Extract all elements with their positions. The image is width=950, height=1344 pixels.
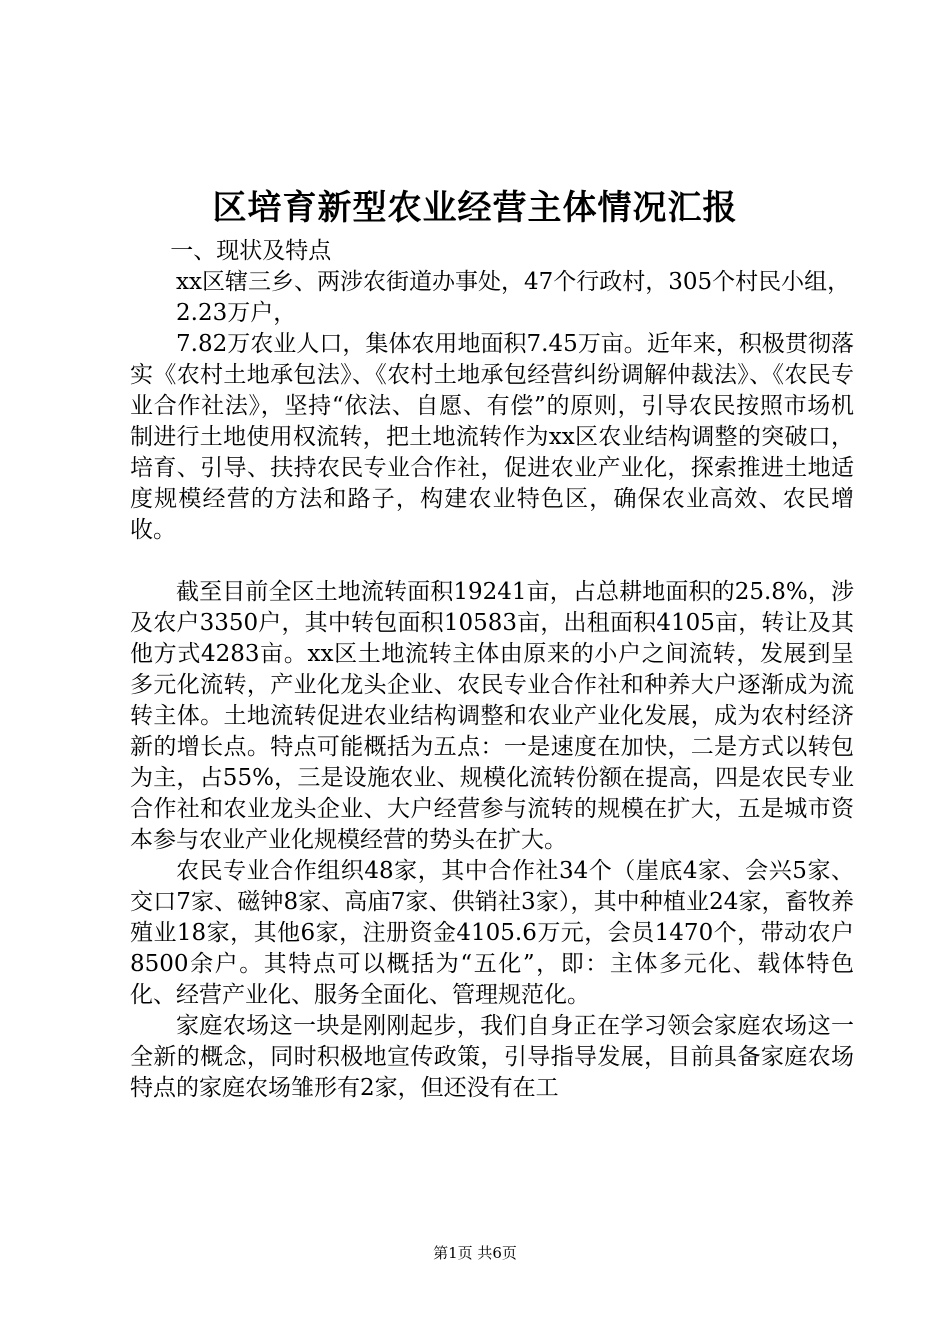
paragraph: xx区辖三乡、两涉农街道办事处，47个行政村，305个村民小组， [176,269,851,295]
paragraph: 7.82万农业人口，集体农用地面积7.45万亩。近年来，积极贯彻落实《农村土地承包法》、《农村土地承包经营纠纷调解仲裁法》、《农民专业合作社法》，坚持“依法、自愿、有偿”的原则，引导农民按照市场机制进行土地使用权流转，把土地流转作为xx区农业结构调整的突破口，培育、引导、扶持农民专业合作社，促进农业产业化，探索推进土地适度规模经营的方法和路子，构建农业特色区，确保农业高效、农民增收。 [130,331,854,543]
paragraph: 家庭农场这一块是刚刚起步，我们自身正在学习领会家庭农场这一全新的概念，同时积极地宣传政策，引导指导发展，目前具备家庭农场特点的家庭农场雏形有2家，但还没有在工 [130,1013,854,1101]
document-body [130,236,854,1104]
paragraph: 农民专业合作组织48家，其中合作社34个（崖底4家、会兴5家、交口7家、磁钟8家、高庙7家、供销社3家），其中种植业24家，畜牧养殖业18家，其他6家，注册资金4105.6万元，会员1470个，带动农户8500余户。其特点可以概括为“五化”，即：主体多元化、载体特色化、经营产业化、服务全面化、管理规范化。 [130,858,854,1008]
paragraph: 截至目前全区土地流转面积19241亩，占总耕地面积的25.8%，涉及农户3350户，其中转包面积10583亩，出租面积4105亩，转让及其他方式4283亩。xx区土地流转主体由原来的小户之间流转，发展到呈多元化流转，产业化龙头企业、农民专业合作社和种养大户逐渐成为流转主体。土地流转促进农业结构调整和农业产业化发展，成为农村经济新的增长点。特点可能概括为五点：一是速度在加快，二是方式以转包为主，占55%，三是设施农业、规模化流转份额在提高，四是农民专业合作社和农业龙头企业、大户经营参与流转的规模在扩大，五是城市资本参与农业产业化规模经营的势头在扩大。 [130,579,854,853]
page-footer: 第1页 共6页 [433,1244,517,1262]
document-title: 区培育新型农业经营主体情况汇报 [212,188,738,228]
paragraph: 2.23万户， [176,300,297,326]
section-heading: 一、现状及特点 [170,238,332,264]
